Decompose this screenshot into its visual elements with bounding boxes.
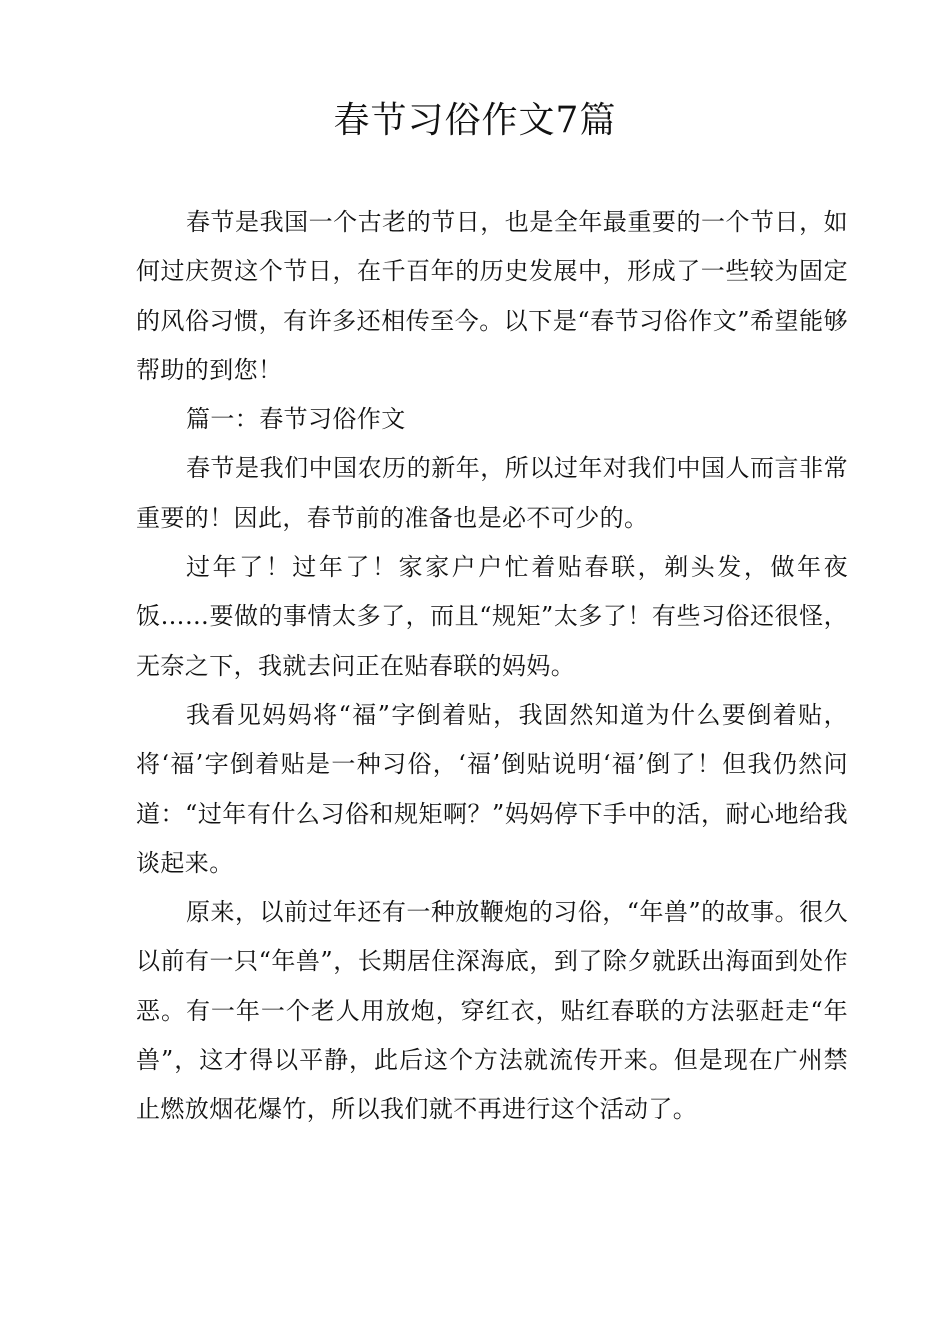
paragraph-3: 我看见妈妈将“福”字倒着贴，我固然知道为什么要倒着贴，将‘福’字倒着贴是一种习俗，‘福’倒贴说明‘福’倒了！但我仍然问道：“过年有什么习俗和规矩啊？”妈妈停下手中的活，耐心地给我谈起来。 [136,700,848,877]
paragraph-intro: 春节是我国一个古老的节日，也是全年最重要的一个节日，如何过庆贺这个节日，在千百年的历史发展中，形成了一些较为固定的风俗习惯，有许多还相传至今。以下是“春节习俗作文”希望能够帮助的到您！ [136,208,848,384]
section-heading: 篇一：春节习俗作文 [186,405,406,434]
paragraph-4: 原来，以前过年还有一种放鞭炮的习俗，“年兽”的故事。很久以前有一只“年兽”，长期居住深海底，到了除夕就跃出海面到处作恶。有一年一个老人用放炮，穿红衣，贴红春联的方法驱赶走“年兽”，这才得以平静，此后这个方法就流传开来。但是现在广州禁止燃放烟花爆竹，所以我们就不再进行这个活动了。 [136,898,848,1124]
document-title: 春节习俗作文7篇 [333,100,617,141]
document-body [136,198,848,1135]
paragraph-1: 春节是我们中国农历的新年，所以过年对我们中国人而言非常重要的！因此，春节前的准备也是必不可少的。 [136,454,848,532]
paragraph-2: 过年了！过年了！家家户户忙着贴春联，剃头发，做年夜饭……要做的事情太多了，而且“规矩”太多了！有些习俗还很怪，无奈之下，我就去问正在贴春联的妈妈。 [136,553,848,680]
